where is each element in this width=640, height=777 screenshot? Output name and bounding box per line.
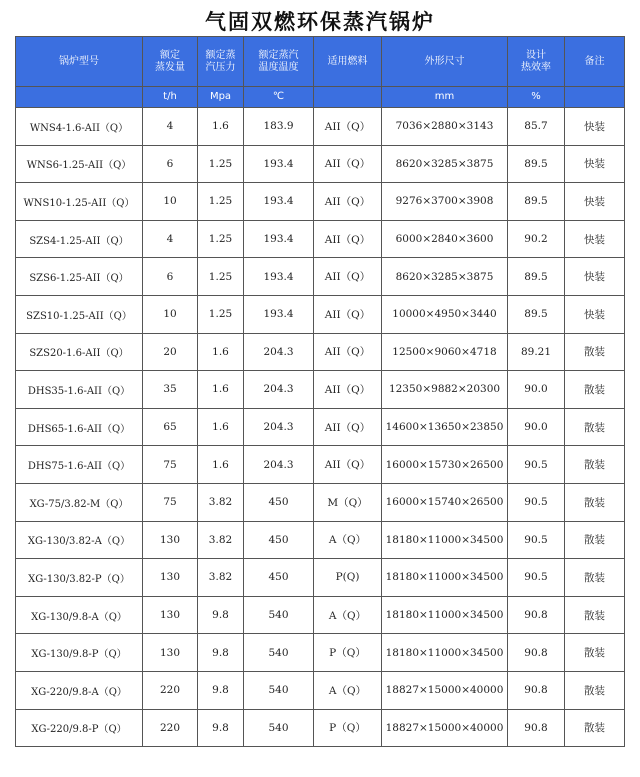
cell-fuel: P(Q) [314, 559, 382, 597]
table-row [16, 634, 625, 672]
cell-efficiency: 89.5 [508, 145, 565, 183]
cell-remark: 快装 [565, 108, 625, 146]
cell-pressure: 9.8 [198, 634, 244, 672]
column-unit-model [16, 87, 143, 108]
cell-model: XG-75/3.82-M（Q） [16, 483, 143, 521]
cell-efficiency: 90.5 [508, 446, 565, 484]
cell-pressure: 1.25 [198, 220, 244, 258]
cell-pressure: 9.8 [198, 596, 244, 634]
cell-model: DHS75-1.6-AII（Q） [16, 446, 143, 484]
cell-capacity: 10 [143, 183, 198, 221]
cell-dimensions: 9276×3700×3908 [382, 183, 508, 221]
cell-capacity: 130 [143, 596, 198, 634]
cell-pressure: 1.25 [198, 295, 244, 333]
cell-remark: 散装 [565, 446, 625, 484]
cell-capacity: 130 [143, 559, 198, 597]
cell-model: SZS6-1.25-AII（Q） [16, 258, 143, 296]
cell-efficiency: 90.8 [508, 634, 565, 672]
table-row [16, 295, 625, 333]
cell-model: SZS4-1.25-AII（Q） [16, 220, 143, 258]
cell-model: XG-220/9.8-A（Q） [16, 671, 143, 709]
cell-pressure: 1.6 [198, 446, 244, 484]
column-unit-temperature: ℃ [244, 87, 314, 108]
cell-fuel: AII（Q） [314, 371, 382, 409]
column-header-temperature: 额定蒸汽 温度温度 [244, 37, 314, 87]
cell-fuel: AII（Q） [314, 145, 382, 183]
cell-dimensions: 18827×15000×40000 [382, 709, 508, 747]
column-header-capacity: 额定 蒸发量 [143, 37, 198, 87]
table-row [16, 108, 625, 146]
cell-capacity: 75 [143, 483, 198, 521]
cell-fuel: P（Q） [314, 709, 382, 747]
cell-model: DHS65-1.6-AII（Q） [16, 408, 143, 446]
cell-remark: 快装 [565, 183, 625, 221]
cell-dimensions: 18827×15000×40000 [382, 671, 508, 709]
cell-model: DHS35-1.6-AII（Q） [16, 371, 143, 409]
cell-fuel: AII（Q） [314, 295, 382, 333]
table-row [16, 446, 625, 484]
cell-fuel: A（Q） [314, 596, 382, 634]
cell-temperature: 204.3 [244, 408, 314, 446]
table-row [16, 559, 625, 597]
cell-efficiency: 89.5 [508, 183, 565, 221]
cell-temperature: 450 [244, 559, 314, 597]
cell-efficiency: 90.8 [508, 671, 565, 709]
table-body [16, 108, 625, 747]
table-row [16, 258, 625, 296]
cell-pressure: 1.25 [198, 183, 244, 221]
cell-capacity: 4 [143, 220, 198, 258]
cell-temperature: 204.3 [244, 446, 314, 484]
table-row [16, 521, 625, 559]
cell-temperature: 540 [244, 709, 314, 747]
cell-efficiency: 90.8 [508, 709, 565, 747]
cell-fuel: A（Q） [314, 671, 382, 709]
cell-efficiency: 89.5 [508, 258, 565, 296]
page-title: 气固双燃环保蒸汽锅炉 [205, 10, 435, 34]
cell-fuel: AII（Q） [314, 258, 382, 296]
column-header-dimensions: 外形尺寸 [382, 37, 508, 87]
cell-temperature: 183.9 [244, 108, 314, 146]
cell-temperature: 193.4 [244, 220, 314, 258]
cell-fuel: AII（Q） [314, 446, 382, 484]
cell-model: WNS4-1.6-AII（Q） [16, 108, 143, 146]
table-row [16, 371, 625, 409]
column-header-efficiency: 设计 热效率 [508, 37, 565, 87]
cell-model: SZS20-1.6-AII（Q） [16, 333, 143, 371]
cell-remark: 散装 [565, 521, 625, 559]
cell-dimensions: 18180×11000×34500 [382, 596, 508, 634]
cell-remark: 散装 [565, 483, 625, 521]
cell-capacity: 220 [143, 671, 198, 709]
cell-model: XG-220/9.8-P（Q） [16, 709, 143, 747]
cell-pressure: 9.8 [198, 671, 244, 709]
column-unit-pressure: Mpa [198, 87, 244, 108]
cell-dimensions: 10000×4950×3440 [382, 295, 508, 333]
cell-capacity: 75 [143, 446, 198, 484]
cell-temperature: 540 [244, 671, 314, 709]
cell-model: XG-130/3.82-P（Q） [16, 559, 143, 597]
table-row [16, 145, 625, 183]
table-row [16, 408, 625, 446]
cell-efficiency: 89.5 [508, 295, 565, 333]
cell-temperature: 193.4 [244, 295, 314, 333]
cell-dimensions: 7036×2880×3143 [382, 108, 508, 146]
cell-efficiency: 90.8 [508, 596, 565, 634]
table-row [16, 333, 625, 371]
cell-efficiency: 90.5 [508, 559, 565, 597]
cell-fuel: AII（Q） [314, 108, 382, 146]
table-row [16, 220, 625, 258]
cell-temperature: 193.4 [244, 183, 314, 221]
cell-fuel: M（Q） [314, 483, 382, 521]
cell-dimensions: 8620×3285×3875 [382, 145, 508, 183]
column-unit-capacity: t/h [143, 87, 198, 108]
table-row [16, 596, 625, 634]
cell-temperature: 540 [244, 596, 314, 634]
cell-model: WNS10-1.25-AII（Q） [16, 183, 143, 221]
cell-temperature: 193.4 [244, 258, 314, 296]
cell-model: SZS10-1.25-AII（Q） [16, 295, 143, 333]
cell-dimensions: 8620×3285×3875 [382, 258, 508, 296]
cell-fuel: A（Q） [314, 521, 382, 559]
cell-capacity: 130 [143, 521, 198, 559]
cell-capacity: 35 [143, 371, 198, 409]
cell-temperature: 540 [244, 634, 314, 672]
column-unit-dimensions: mm [382, 87, 508, 108]
cell-remark: 散装 [565, 596, 625, 634]
column-unit-efficiency: % [508, 87, 565, 108]
cell-fuel: AII（Q） [314, 183, 382, 221]
cell-fuel: AII（Q） [314, 220, 382, 258]
cell-dimensions: 18180×11000×34500 [382, 521, 508, 559]
cell-pressure: 1.25 [198, 145, 244, 183]
cell-remark: 快装 [565, 145, 625, 183]
cell-model: WNS6-1.25-AII（Q） [16, 145, 143, 183]
cell-efficiency: 90.5 [508, 521, 565, 559]
cell-efficiency: 90.0 [508, 371, 565, 409]
cell-capacity: 4 [143, 108, 198, 146]
cell-dimensions: 16000×15730×26500 [382, 446, 508, 484]
cell-efficiency: 90.5 [508, 483, 565, 521]
cell-dimensions: 6000×2840×3600 [382, 220, 508, 258]
cell-pressure: 3.82 [198, 559, 244, 597]
cell-temperature: 193.4 [244, 145, 314, 183]
table-header [16, 37, 625, 108]
cell-pressure: 3.82 [198, 483, 244, 521]
column-header-pressure: 额定蒸 汽压力 [198, 37, 244, 87]
cell-dimensions: 12350×9882×20300 [382, 371, 508, 409]
cell-efficiency: 90.2 [508, 220, 565, 258]
column-header-remark: 备注 [565, 37, 625, 87]
cell-dimensions: 12500×9060×4718 [382, 333, 508, 371]
cell-remark: 散装 [565, 671, 625, 709]
cell-remark: 散装 [565, 333, 625, 371]
table-row [16, 483, 625, 521]
cell-remark: 快装 [565, 295, 625, 333]
cell-capacity: 6 [143, 258, 198, 296]
cell-dimensions: 18180×11000×34500 [382, 634, 508, 672]
cell-pressure: 9.8 [198, 709, 244, 747]
table-row [16, 709, 625, 747]
boiler-spec-table [15, 36, 625, 747]
cell-capacity: 6 [143, 145, 198, 183]
cell-remark: 散装 [565, 408, 625, 446]
cell-model: XG-130/3.82-A（Q） [16, 521, 143, 559]
cell-fuel: AII（Q） [314, 333, 382, 371]
cell-remark: 散装 [565, 634, 625, 672]
cell-capacity: 20 [143, 333, 198, 371]
cell-fuel: AII（Q） [314, 408, 382, 446]
cell-efficiency: 89.21 [508, 333, 565, 371]
cell-pressure: 1.6 [198, 408, 244, 446]
table-row [16, 671, 625, 709]
cell-pressure: 1.6 [198, 371, 244, 409]
cell-remark: 散装 [565, 371, 625, 409]
cell-remark: 快装 [565, 220, 625, 258]
cell-efficiency: 85.7 [508, 108, 565, 146]
cell-pressure: 1.6 [198, 108, 244, 146]
cell-dimensions: 16000×15740×26500 [382, 483, 508, 521]
cell-capacity: 65 [143, 408, 198, 446]
cell-efficiency: 90.0 [508, 408, 565, 446]
cell-model: XG-130/9.8-A（Q） [16, 596, 143, 634]
column-unit-remark [565, 87, 625, 108]
cell-pressure: 3.82 [198, 521, 244, 559]
cell-fuel: P（Q） [314, 634, 382, 672]
column-header-model: 锅炉型号 [16, 37, 143, 87]
cell-dimensions: 18180×11000×34500 [382, 559, 508, 597]
cell-pressure: 1.25 [198, 258, 244, 296]
cell-temperature: 450 [244, 521, 314, 559]
cell-capacity: 220 [143, 709, 198, 747]
cell-temperature: 450 [244, 483, 314, 521]
cell-model: XG-130/9.8-P（Q） [16, 634, 143, 672]
cell-pressure: 1.6 [198, 333, 244, 371]
cell-dimensions: 14600×13650×23850 [382, 408, 508, 446]
cell-capacity: 130 [143, 634, 198, 672]
column-header-fuel: 适用燃料 [314, 37, 382, 87]
cell-remark: 快装 [565, 258, 625, 296]
cell-temperature: 204.3 [244, 333, 314, 371]
cell-remark: 散装 [565, 559, 625, 597]
cell-temperature: 204.3 [244, 371, 314, 409]
cell-capacity: 10 [143, 295, 198, 333]
column-unit-fuel [314, 87, 382, 108]
table-row [16, 183, 625, 221]
cell-remark: 散装 [565, 709, 625, 747]
